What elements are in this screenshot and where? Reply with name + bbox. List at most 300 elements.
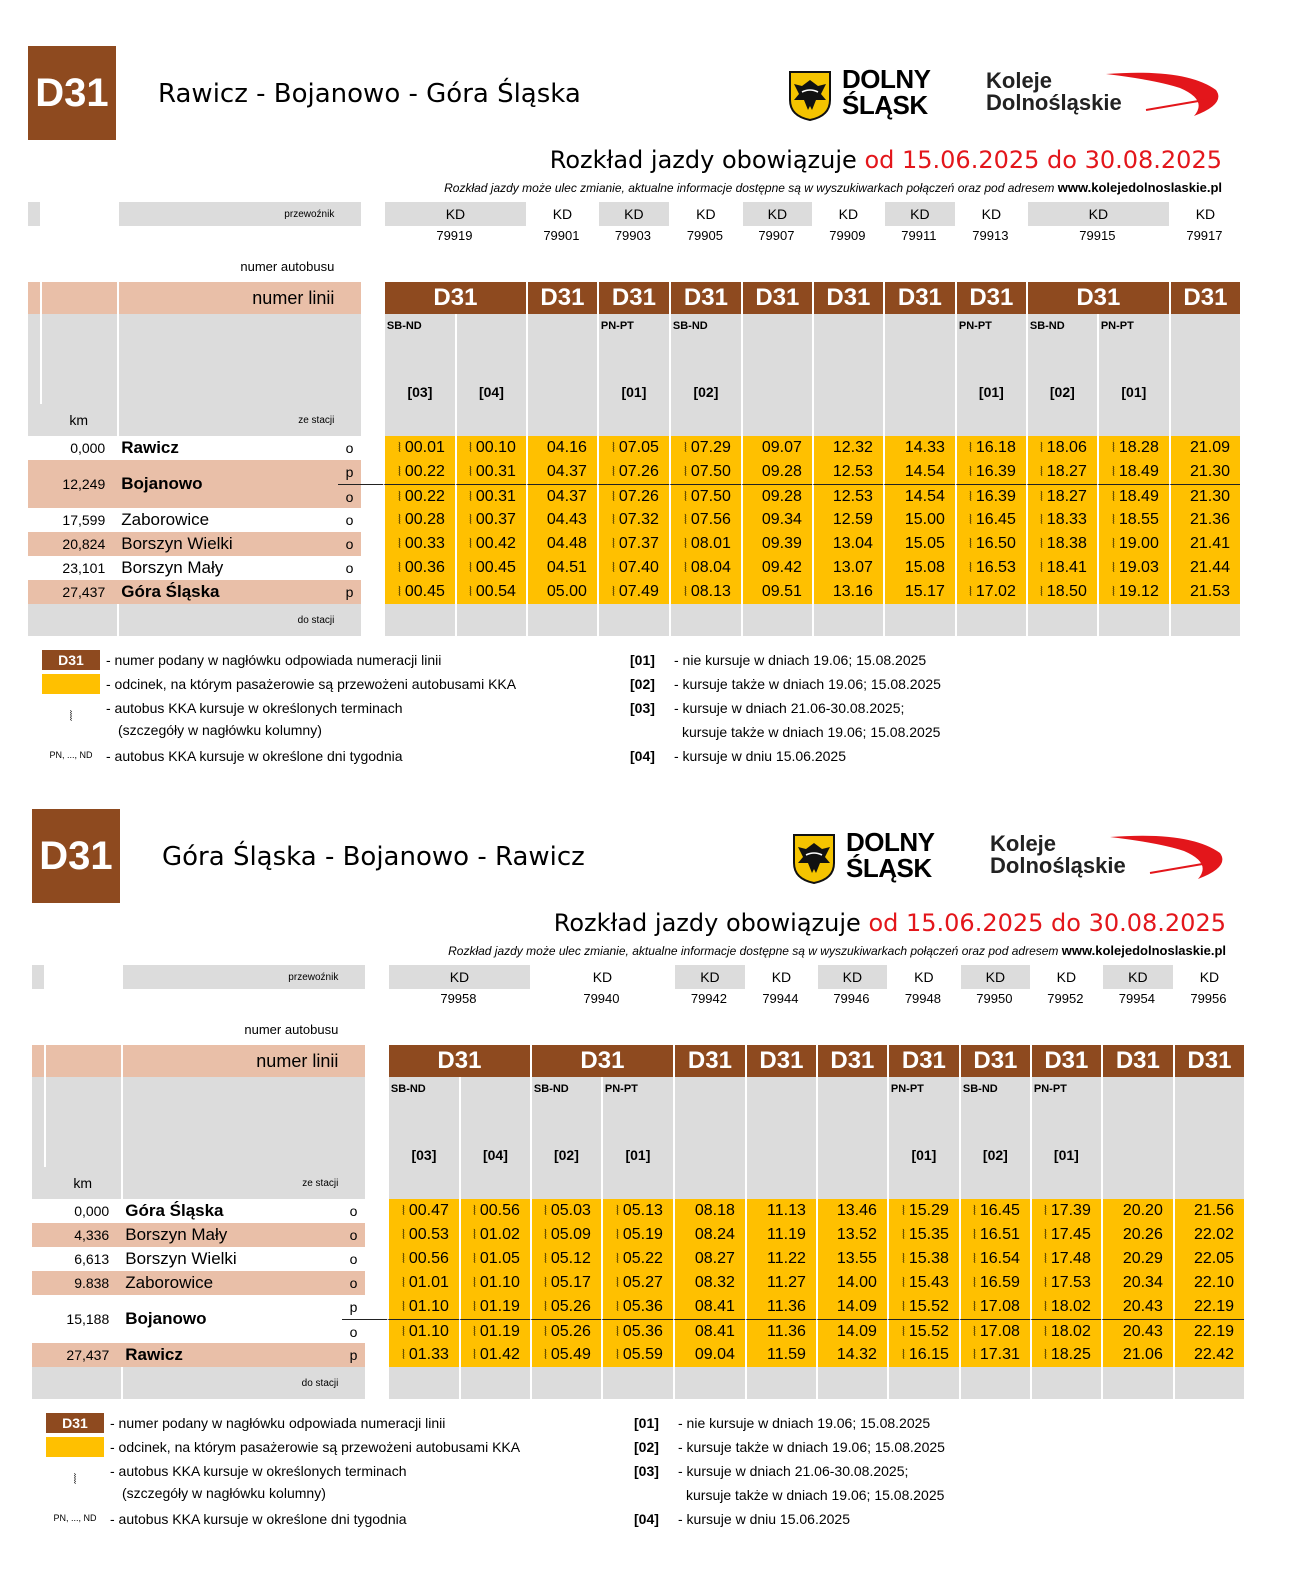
time-value: 16.39 — [975, 463, 1016, 480]
bus-number-row — [28, 226, 1240, 274]
departure-time — [387, 1199, 459, 1223]
time-value: 17.48 — [1050, 1250, 1091, 1267]
departure-time — [955, 436, 1026, 460]
station-row — [32, 1199, 1244, 1223]
time-value: 20.29 — [1122, 1250, 1163, 1267]
departure-time — [1097, 580, 1169, 604]
departure-time — [526, 532, 597, 556]
logo-kd-line1: Koleje — [986, 68, 1053, 93]
dated-service-icon: ⦚ — [544, 1251, 547, 1266]
time-value: 00.31 — [475, 487, 516, 505]
time-value: 04.51 — [546, 559, 587, 576]
departure-time — [1030, 1295, 1101, 1319]
dated-service-icon: ⦚ — [973, 1299, 976, 1314]
time-value: 16.39 — [975, 487, 1016, 505]
arr-dep-marker: o — [338, 436, 360, 460]
legend-note-code: [01] — [630, 652, 655, 668]
time-value: 15.29 — [908, 1202, 949, 1219]
bus-number-cell: 79944 — [745, 989, 816, 1037]
time-value: 18.28 — [1118, 439, 1159, 456]
dated-service-icon: ⦚ — [969, 512, 972, 527]
dated-service-icon: ⦚ — [616, 1299, 619, 1314]
departure-time — [383, 460, 455, 484]
dated-service-icon: ⦚ — [1040, 560, 1043, 575]
dated-service-icon: ⦚ — [544, 1347, 547, 1362]
time-value: 14.54 — [904, 463, 945, 480]
departure-time — [1097, 436, 1169, 460]
departure-time — [383, 508, 455, 532]
time-value: 21.09 — [1189, 439, 1230, 456]
dated-service-icon: ⦚ — [612, 512, 615, 527]
valid-dates: od 15.06.2025 do 30.08.2025 — [868, 909, 1226, 937]
dated-service-icon: ⦚ — [616, 1251, 619, 1266]
departure-time — [1026, 508, 1097, 532]
dated-service-icon: ⦚ — [973, 1227, 976, 1242]
days-cell: PN-PT — [597, 314, 669, 338]
time-value: 01.33 — [408, 1346, 449, 1363]
line-number-cell: D31 — [1169, 282, 1240, 314]
days-cell: SB-ND — [387, 1077, 459, 1101]
swoosh-icon — [1080, 833, 1230, 885]
bus-number-row — [32, 989, 1244, 1037]
departure-time — [673, 1319, 745, 1343]
departure-time — [816, 1223, 887, 1247]
dated-service-icon: ⦚ — [402, 1347, 405, 1362]
dated-service-icon: ⦚ — [402, 1323, 405, 1339]
legend-note-text: - kursuje w dniu 15.06.2025 — [678, 1511, 850, 1527]
departure-time — [1026, 460, 1097, 484]
station-name: Zaborowice — [121, 1271, 342, 1295]
time-value: 22.19 — [1193, 1298, 1234, 1315]
bus-number-cell: 79958 — [387, 989, 530, 1037]
row-label: przewoźnik — [117, 202, 338, 226]
time-value: 13.52 — [836, 1226, 877, 1243]
km-value: 12,249 — [40, 460, 117, 508]
bus-number-cell: 79946 — [816, 989, 887, 1037]
time-value: 22.19 — [1193, 1322, 1234, 1340]
days-cell: SB-ND — [669, 314, 741, 338]
bus-number-cell: 79948 — [887, 989, 959, 1037]
departure-time — [741, 460, 812, 484]
dated-service-icon: ⦚ — [544, 1227, 547, 1242]
time-value: 21.30 — [1189, 487, 1230, 505]
legend-text: - autobus KKA kursuje w określone dni tygodnia — [110, 1511, 407, 1527]
departure-time — [387, 1319, 459, 1343]
dated-service-icon: ⦚ — [398, 584, 401, 599]
days-cell — [673, 1077, 745, 1101]
departure-time — [1173, 1247, 1244, 1271]
dated-service-icon: ⦚ — [1112, 512, 1115, 527]
legend-text: - autobus KKA kursuje w określonych terminach — [110, 1463, 407, 1479]
legend-note — [630, 652, 926, 674]
km-value: 17,599 — [40, 508, 117, 532]
departure-time — [883, 460, 955, 484]
dated-service-icon: ⦚ — [969, 536, 972, 551]
departure-time — [597, 532, 669, 556]
departure-time — [887, 1343, 959, 1367]
departure-time — [601, 1343, 673, 1367]
header-labels-row — [28, 404, 1240, 436]
legend-note-text: - nie kursuje w dniach 19.06; 15.08.2025 — [678, 1415, 931, 1431]
departure-time — [455, 436, 526, 460]
dated-service-icon: ⦚ — [684, 464, 687, 479]
days-cell — [883, 314, 955, 338]
note-cell — [741, 380, 812, 404]
time-value: 21.44 — [1189, 559, 1230, 576]
departure-time — [1026, 436, 1097, 460]
departure-time — [459, 1223, 530, 1247]
station-row — [28, 580, 1240, 604]
time-value: 09.04 — [694, 1346, 735, 1363]
bus-number-cell: 79905 — [669, 226, 741, 274]
departure-time — [1026, 532, 1097, 556]
carrier-cell: KD — [887, 965, 959, 989]
time-value: 05.27 — [622, 1274, 663, 1291]
from-label: ze stacji — [117, 404, 338, 436]
departure-time — [959, 1343, 1030, 1367]
line-number-cell: D31 — [1026, 282, 1169, 314]
departure-time — [387, 1223, 459, 1247]
departure-time — [959, 1319, 1030, 1343]
koleje-dolnoslaskie-logo — [986, 70, 1226, 126]
dated-service-icon: ⦚ — [544, 1299, 547, 1314]
dated-service-icon: ⦚ — [544, 1323, 547, 1339]
dated-service-icon: ⦚ — [469, 560, 472, 575]
legend-note-code: [04] — [630, 748, 655, 764]
carrier-cell: KD — [669, 202, 741, 226]
time-value: 09.07 — [761, 439, 802, 456]
departure-time — [1169, 484, 1240, 508]
departure-time — [526, 436, 597, 460]
departure-time — [955, 556, 1026, 580]
time-value: 00.45 — [404, 583, 445, 600]
station-row — [32, 1295, 1244, 1319]
dated-service-icon: ⦚ — [1044, 1203, 1047, 1218]
departure-time — [741, 556, 812, 580]
dated-service-icon: ⦚ — [1040, 464, 1043, 479]
carrier-cell: KD — [383, 202, 526, 226]
time-value: 21.30 — [1189, 463, 1230, 480]
legend-text: - numer podany w nagłówku odpowiada numeracji linii — [106, 652, 442, 668]
dated-service-icon: ⦚ — [402, 1299, 405, 1314]
time-value: 01.10 — [408, 1298, 449, 1315]
time-value: 16.45 — [979, 1202, 1020, 1219]
time-value: 18.41 — [1046, 559, 1087, 576]
bus-number-cell: 79917 — [1169, 226, 1240, 274]
time-value: 05.26 — [550, 1322, 591, 1340]
line-number-cell: D31 — [387, 1045, 530, 1077]
dated-service-icon: ⦚ — [1040, 488, 1043, 504]
swoosh-icon — [1076, 70, 1226, 122]
departure-time — [955, 532, 1026, 556]
time-value: 00.01 — [404, 439, 445, 456]
note-cell: [02] — [530, 1143, 601, 1167]
note-cell: [03] — [387, 1143, 459, 1167]
row-label: numer linii — [121, 1045, 342, 1077]
dated-service-icon: ⦚ — [69, 708, 73, 724]
km-value: 6,613 — [44, 1247, 121, 1271]
dated-service-icon: ⦚ — [473, 1203, 476, 1218]
time-value: 20.20 — [1122, 1202, 1163, 1219]
departure-time — [459, 1343, 530, 1367]
time-value: 11.59 — [767, 1346, 806, 1363]
line-number-cell: D31 — [1173, 1045, 1244, 1077]
departure-time — [383, 484, 455, 508]
station-row — [32, 1343, 1244, 1367]
dolny-slask-logo — [788, 64, 948, 124]
dated-service-icon: ⦚ — [973, 1275, 976, 1290]
footer-labels-row — [28, 604, 1240, 636]
time-value: 05.19 — [622, 1226, 663, 1243]
time-value: 04.43 — [546, 511, 587, 528]
departure-time — [669, 532, 741, 556]
dated-service-icon: ⦚ — [684, 440, 687, 455]
dated-service-icon: ⦚ — [616, 1347, 619, 1362]
logo-ds-line1: DOLNY — [842, 64, 931, 94]
station-row — [32, 1271, 1244, 1295]
time-value: 00.37 — [475, 511, 516, 528]
dated-service-icon: ⦚ — [398, 512, 401, 527]
dated-service-icon: ⦚ — [612, 560, 615, 575]
km-value: 20,824 — [40, 532, 117, 556]
note-cell: [01] — [955, 380, 1026, 404]
departure-time — [1097, 532, 1169, 556]
days-cell — [741, 314, 812, 338]
time-value: 22.02 — [1193, 1226, 1234, 1243]
days-cell — [816, 1077, 887, 1101]
time-value: 11.36 — [767, 1322, 806, 1340]
time-value: 08.18 — [694, 1202, 735, 1219]
legend-symbol: PN, ..., ND — [49, 750, 93, 760]
departure-time — [1169, 508, 1240, 532]
time-value: 05.36 — [622, 1298, 663, 1315]
time-value: 14.00 — [836, 1274, 877, 1291]
time-value: 18.55 — [1118, 511, 1159, 528]
time-value: 12.53 — [832, 487, 873, 505]
legend-note-code: [02] — [634, 1439, 659, 1455]
logo-kd-line1: Koleje — [990, 831, 1057, 856]
dated-service-icon: ⦚ — [398, 560, 401, 575]
time-value: 05.36 — [622, 1322, 663, 1340]
line-number-cell: D31 — [526, 282, 597, 314]
departure-time — [1030, 1343, 1101, 1367]
dated-service-icon: ⦚ — [612, 464, 615, 479]
time-value: 11.13 — [767, 1202, 806, 1219]
station-name: Borszyn Mały — [117, 556, 338, 580]
station-row — [28, 532, 1240, 556]
dated-service-icon: ⦚ — [1112, 584, 1115, 599]
departure-time — [455, 580, 526, 604]
departure-time — [1173, 1199, 1244, 1223]
footer-labels-row — [32, 1367, 1244, 1399]
timetable — [32, 965, 1244, 1399]
time-value: 05.09 — [550, 1226, 591, 1243]
time-value: 09.51 — [761, 583, 802, 600]
legend-text-2: (szczegóły w nagłówku kolumny) — [122, 1485, 326, 1501]
timetable — [28, 202, 1240, 636]
dated-service-icon: ⦚ — [1040, 440, 1043, 455]
time-value: 21.06 — [1122, 1346, 1163, 1363]
time-value: 18.49 — [1118, 463, 1159, 480]
carrier-row — [32, 965, 1244, 989]
days-cell — [1173, 1077, 1244, 1101]
legend-note-code: [02] — [630, 676, 655, 692]
line-number-cell: D31 — [812, 282, 883, 314]
note-cell — [883, 380, 955, 404]
km-value: 4,336 — [44, 1223, 121, 1247]
departure-time — [741, 532, 812, 556]
days-cell: PN-PT — [1097, 314, 1169, 338]
days-cell — [1101, 1077, 1173, 1101]
departure-time — [887, 1271, 959, 1295]
line-number-cell: D31 — [883, 282, 955, 314]
time-value: 20.43 — [1122, 1298, 1163, 1315]
departure-time — [455, 556, 526, 580]
eagle-crest-icon — [792, 833, 836, 885]
departure-time — [1173, 1271, 1244, 1295]
departure-time — [959, 1223, 1030, 1247]
station-row — [28, 556, 1240, 580]
dated-service-icon: ⦚ — [612, 536, 615, 551]
note-cell: [04] — [455, 380, 526, 404]
legend-text: - odcinek, na którym pasażerowie są przewożeni autobusami KKA — [110, 1439, 521, 1455]
legend-note-code: [03] — [634, 1463, 659, 1479]
legend-note — [634, 1511, 850, 1533]
from-label: ze stacji — [121, 1167, 342, 1199]
time-value: 16.59 — [979, 1274, 1020, 1291]
dated-service-icon: ⦚ — [616, 1323, 619, 1339]
website-link[interactable]: www.kolejedolnoslaskie.pl — [1057, 180, 1222, 195]
notes-row — [32, 1143, 1244, 1167]
time-value: 00.33 — [404, 535, 445, 552]
departure-time — [383, 532, 455, 556]
departure-time — [816, 1295, 887, 1319]
departure-time — [1101, 1319, 1173, 1343]
carrier-cell: KD — [883, 202, 955, 226]
carrier-cell: KD — [1026, 202, 1169, 226]
station-row — [32, 1247, 1244, 1271]
station-name: Bojanowo — [121, 1295, 342, 1343]
logo-kd-line2: Dolnośląskie — [986, 90, 1122, 115]
time-value: 18.38 — [1046, 535, 1087, 552]
departure-time — [1169, 460, 1240, 484]
carrier-row — [28, 202, 1240, 226]
time-value: 15.08 — [904, 559, 945, 576]
note-cell: [02] — [669, 380, 741, 404]
carrier-cell: KD — [745, 965, 816, 989]
departure-time — [812, 556, 883, 580]
time-value: 00.53 — [408, 1226, 449, 1243]
arr-dep-marker: p — [342, 1295, 364, 1319]
dated-service-icon: ⦚ — [473, 1275, 476, 1290]
departure-time — [812, 508, 883, 532]
dated-service-icon: ⦚ — [469, 488, 472, 504]
bus-number-cell: 79956 — [1173, 989, 1244, 1037]
dated-service-icon: ⦚ — [1044, 1275, 1047, 1290]
time-value: 11.19 — [767, 1226, 806, 1243]
time-value: 07.50 — [690, 463, 731, 480]
departure-time — [1026, 580, 1097, 604]
arr-dep-marker: o — [342, 1247, 364, 1271]
time-value: 05.22 — [622, 1250, 663, 1267]
departure-time — [1173, 1319, 1244, 1343]
to-label: do stacji — [121, 1367, 342, 1399]
departure-time — [883, 532, 955, 556]
note-cell — [1169, 380, 1240, 404]
departure-time — [959, 1247, 1030, 1271]
time-value: 05.49 — [550, 1346, 591, 1363]
time-value: 14.54 — [904, 487, 945, 505]
time-value: 01.42 — [479, 1346, 520, 1363]
departure-time — [1030, 1199, 1101, 1223]
days-cell — [812, 314, 883, 338]
dated-service-icon: ⦚ — [612, 584, 615, 599]
departure-time — [1030, 1223, 1101, 1247]
legend-note-text: - kursuje w dniu 15.06.2025 — [674, 748, 846, 764]
departure-time — [673, 1199, 745, 1223]
dated-service-icon: ⦚ — [398, 440, 401, 455]
row-label: numer autobusu — [117, 226, 338, 274]
dated-service-icon: ⦚ — [398, 464, 401, 479]
time-value: 17.08 — [979, 1298, 1020, 1315]
dated-service-icon: ⦚ — [473, 1347, 476, 1362]
arr-dep-marker: o — [338, 484, 360, 508]
time-value: 07.29 — [690, 439, 731, 456]
days-cell: PN-PT — [1030, 1077, 1101, 1101]
departure-time — [1101, 1199, 1173, 1223]
departure-time — [812, 484, 883, 508]
departure-time — [526, 556, 597, 580]
legend-note-code: [01] — [634, 1415, 659, 1431]
carrier-cell: KD — [741, 202, 812, 226]
time-value: 04.16 — [546, 439, 587, 456]
departure-time — [459, 1199, 530, 1223]
note-cell: [02] — [1026, 380, 1097, 404]
departure-time — [387, 1271, 459, 1295]
legend-note — [630, 748, 846, 770]
carrier-cell: KD — [597, 202, 669, 226]
departure-time — [887, 1199, 959, 1223]
dated-service-icon: ⦚ — [473, 1323, 476, 1339]
departure-time — [455, 460, 526, 484]
departure-time — [887, 1295, 959, 1319]
legend-note — [634, 1463, 945, 1503]
logo-kd-line2: Dolnośląskie — [990, 853, 1126, 878]
time-value: 07.05 — [618, 439, 659, 456]
note-cell — [1173, 1143, 1244, 1167]
days-cell — [1169, 314, 1240, 338]
time-value: 21.56 — [1193, 1202, 1234, 1219]
dated-service-icon: ⦚ — [469, 512, 472, 527]
bus-number-cell: 79950 — [959, 989, 1030, 1037]
dated-service-icon: ⦚ — [1112, 536, 1115, 551]
legend-note — [634, 1415, 930, 1437]
arr-dep-marker: o — [338, 532, 360, 556]
time-value: 14.32 — [836, 1346, 877, 1363]
legend-note-text: - kursuje w dniach 21.06-30.08.2025; — [674, 700, 905, 716]
line-number-cell: D31 — [383, 282, 526, 314]
time-value: 17.53 — [1050, 1274, 1091, 1291]
departure-time — [530, 1295, 601, 1319]
line-number-cell: D31 — [955, 282, 1026, 314]
time-value: 15.35 — [908, 1226, 949, 1243]
bus-number-cell: 79901 — [526, 226, 597, 274]
time-value: 07.37 — [618, 535, 659, 552]
dated-service-icon: ⦚ — [684, 584, 687, 599]
time-value: 15.05 — [904, 535, 945, 552]
dated-service-icon: ⦚ — [684, 488, 687, 504]
website-link[interactable]: www.kolejedolnoslaskie.pl — [1061, 943, 1226, 958]
